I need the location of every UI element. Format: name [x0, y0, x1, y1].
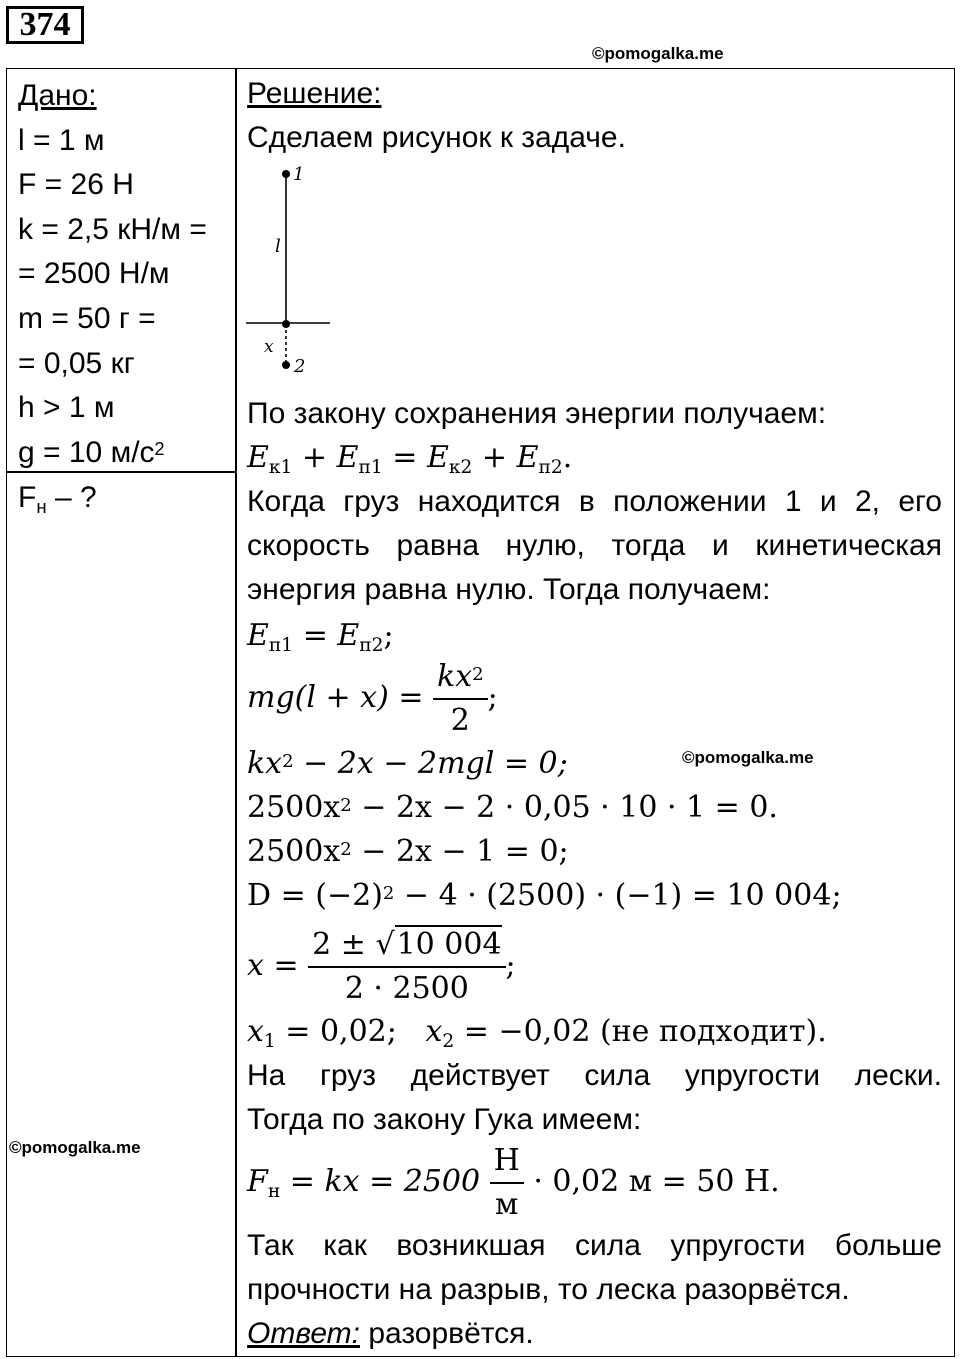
paragraph-line: На груз действует сила упругости лески. [247, 1059, 942, 1092]
problem-number: 374 [6, 6, 84, 44]
watermark-bottom-left: ©pomogalka.me [9, 1138, 141, 1157]
equation-quadratic-general: $kx^2 - 2x - 2mgl = 0$; [247, 746, 568, 781]
equation-quadratic-substituted: $2500x^2 - 2x - 2 \cdot 0,05 \cdot 10 \cdot 1 = 0$. [247, 790, 778, 825]
given-line: = 2500 Н/м [18, 257, 170, 291]
figure-label-1: 1 [293, 164, 305, 185]
answer-label: Ответ: [247, 1317, 360, 1350]
equation-roots-formula: x = $\frac{2 \pm √10 004}{2 \cdot 2500}$ ; [247, 924, 516, 1010]
watermark-top: ©pomogalka.me [592, 44, 724, 63]
paragraph-line: энергия равна нулю. Тогда получаем: [247, 573, 771, 606]
paragraph-line: прочности на разрыв, то леска разорвётся. [247, 1273, 850, 1306]
equation-potential: $E_{п1} = E_{п2}$; [247, 618, 394, 656]
paragraph-line: Так как возникшая сила упругости больше [247, 1229, 942, 1262]
given-line: = 0,05 кг [18, 346, 135, 380]
find-sub: н [36, 495, 47, 517]
fraction: $\frac{Н}{м}$ [490, 1140, 524, 1226]
figure-label-x: x [264, 337, 274, 357]
equation-quadratic-simplified: $2500x^2 - 2x - 1 = 0$; [247, 834, 569, 869]
find-block [18, 476, 97, 520]
watermark-middle: ©pomogalka.me [682, 748, 814, 767]
equation-roots-values: $x_1 = 0,02$; $x_2 = -0,02$ (не подходит). [247, 1014, 827, 1052]
figure-label-l: l [275, 236, 281, 257]
equation-hooke: $F_н$ = kx = 2500 $\frac{Н}{м}$ · 0,02 м = 50 Н. [247, 1140, 780, 1226]
given-line-g: g = 10 $м/с^2$ [18, 435, 165, 469]
paragraph-line: скорость равна нулю, тогда и кинетическая [247, 529, 942, 562]
given-title: Дано: [18, 79, 97, 112]
find-base: F [18, 481, 37, 514]
paragraph-line: Тогда по закону Гука имеем: [247, 1103, 642, 1136]
fraction: $\frac{kx^2}{2}$ [433, 656, 488, 742]
paragraph-line: Когда груз находится в положении 1 и 2, его [247, 485, 942, 518]
column-divider [235, 68, 237, 1357]
equation-discriminant: $D = (-2)^2 - 4 \cdot (2500) \cdot (-1) = 10$ 004; [247, 878, 842, 913]
solution-title: Решение: [247, 77, 382, 110]
equation-energy-conservation: $E_{к1} + E_{п1} = E_{к2} + E_{п2}$. [247, 440, 573, 478]
figure-label-2: 2 [294, 356, 306, 377]
figure-diagram [244, 160, 344, 380]
find-rest: – ? [46, 481, 97, 514]
given-line: h > 1 м [18, 391, 115, 425]
given-line: m = 50 г = [18, 301, 156, 335]
answer-line [247, 1314, 534, 1354]
fraction: $\frac{2 \pm √10 004}{2 \cdot 2500}$ [308, 924, 505, 1010]
answer-text: разорвётся. [360, 1317, 534, 1350]
given-block [18, 74, 207, 475]
equation-energy-balance: mg(l + x) = $\frac{kx^2}{2}$ ; [247, 656, 498, 742]
given-line: l = 1 м [18, 123, 105, 157]
energy-law-text: По закону сохранения энергии получаем: [247, 397, 827, 430]
solution-intro: Сделаем рисунок к задаче. [247, 121, 626, 154]
given-line: F = 26 Н [18, 168, 134, 202]
given-line: k = 2,5 кН/м = [18, 212, 207, 246]
